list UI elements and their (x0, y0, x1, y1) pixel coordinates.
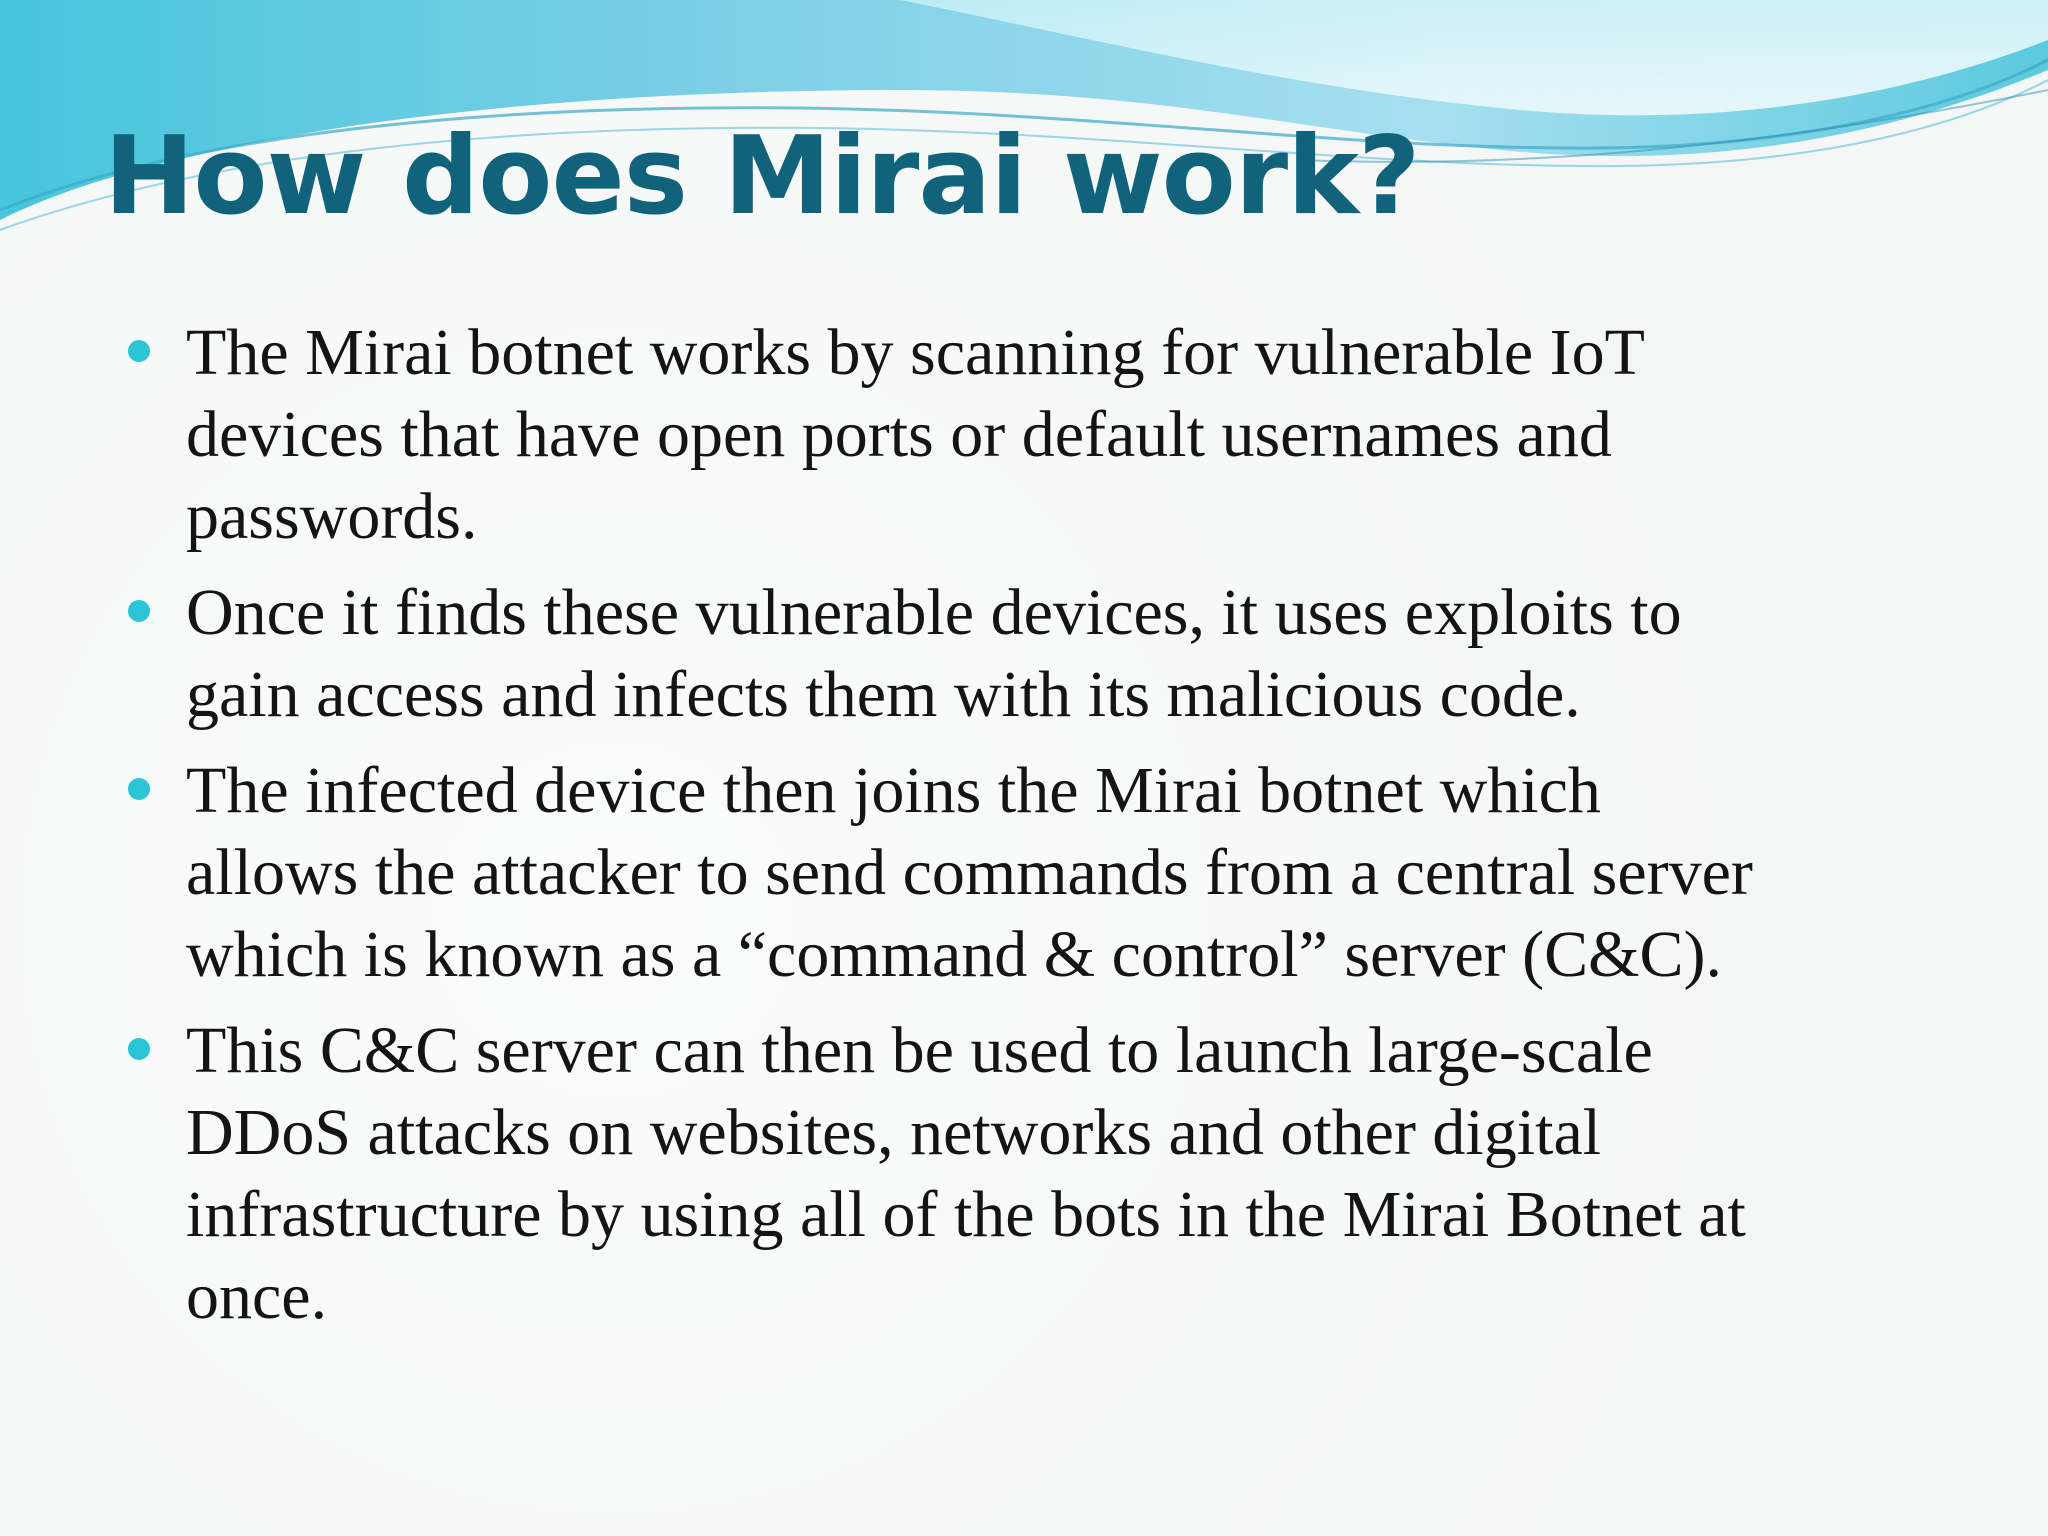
bullet-line: once. (186, 1260, 328, 1333)
slide-title: How does Mirai work? (104, 114, 1420, 239)
bullet-item (128, 1010, 1948, 1338)
bullet-line: allows the attacker to send commands from a central server (186, 836, 1753, 909)
bullet-line: infrastructure by using all of the bots in the Mirai Botnet at (186, 1178, 1746, 1251)
bullet-line: devices that have open ports or default usernames and (186, 398, 1612, 471)
bullet-dot-icon (128, 600, 150, 622)
bullet-item (128, 750, 1948, 996)
bullet-item (128, 312, 1948, 558)
bullet-dot-icon (128, 340, 150, 362)
bullet-line: Once it finds these vulnerable devices, it uses exploits to (186, 576, 1682, 649)
bullet-dot-icon (128, 778, 150, 800)
bullet-line: passwords. (186, 480, 478, 553)
bullet-line: which is known as a “command & control” server (C&C). (186, 918, 1722, 991)
bullet-line: gain access and infects them with its malicious code. (186, 658, 1581, 731)
bullet-item (128, 572, 1948, 736)
bullet-line: The infected device then joins the Mirai botnet which (186, 754, 1601, 827)
bullet-list (128, 312, 1948, 1352)
bullet-line: DDoS attacks on websites, networks and other digital (186, 1096, 1602, 1169)
bullet-dot-icon (128, 1038, 150, 1060)
bullet-line: The Mirai botnet works by scanning for vulnerable IoT (186, 316, 1645, 389)
bullet-line: This C&C server can then be used to launch large-scale (186, 1014, 1653, 1087)
